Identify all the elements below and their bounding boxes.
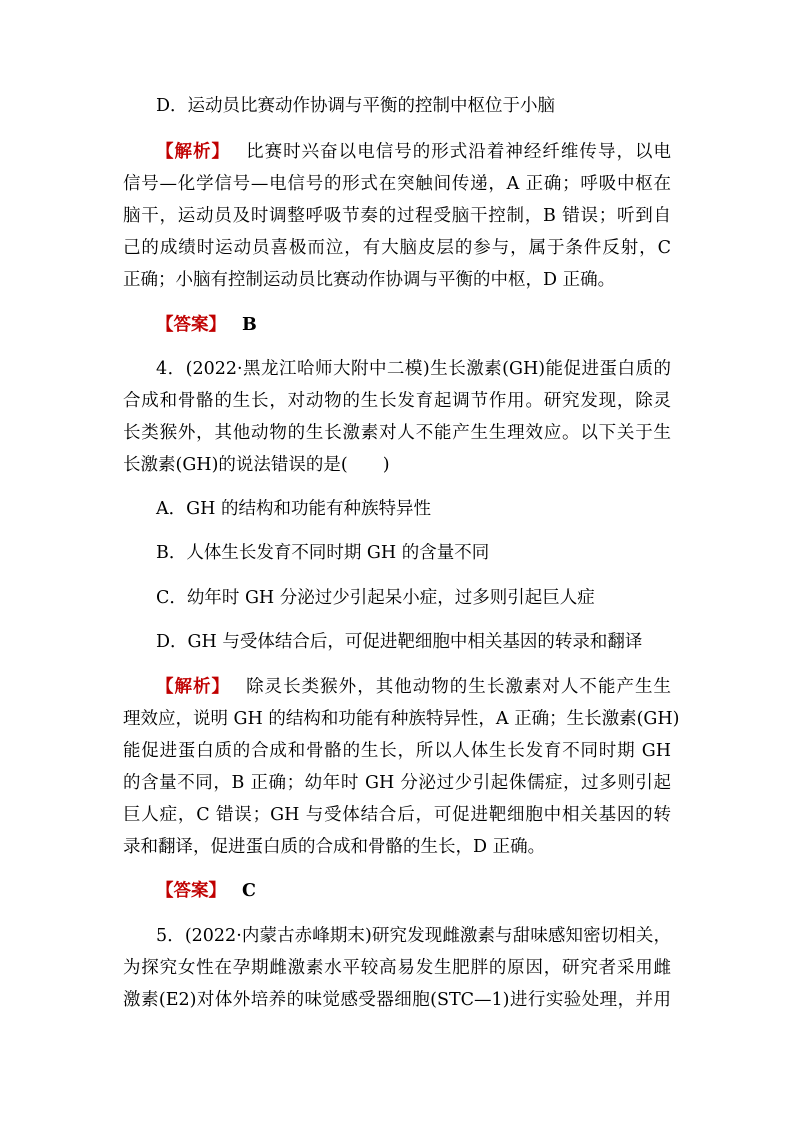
q4-analysis-tag: 【解析】 (156, 677, 231, 697)
q4-analysis-line-5: 巨人症，C 错误；GH 与受体结合后，可促进靶细胞中相关基因的转 (123, 805, 671, 825)
q3-analysis-line-2: 信号—化学信号—电信号的形式在突触间传递，A 正确；呼吸中枢在 (123, 174, 671, 194)
q4-stem-line-4: 长激素(GH)的说法错误的是( ) (123, 455, 390, 475)
q4-analysis-line-1: 【解析】 除灵长类猴外，其他动物的生长激素对人不能产生生 (156, 677, 671, 697)
q3-analysis-tag: 【解析】 (156, 142, 231, 162)
q4-answer-tag: 【答案】 (156, 881, 226, 901)
q4-option-d: D．GH 与受体结合后，可促进靶细胞中相关基因的转录和翻译 (156, 632, 643, 652)
q3-analysis-line-4: 己的成绩时运动员喜极而泣，有大脑皮层的参与，属于条件反射，C (123, 238, 671, 258)
q4-answer-value: C (242, 881, 256, 901)
q4-analysis-line-2: 理效应，说明 GH 的结构和功能有种族特异性，A 正确；生长激素(GH) (123, 709, 680, 729)
q5-stem-line-1: 5．(2022·内蒙古赤峰期末)研究发现雌激素与甜味感知密切相关， (156, 926, 671, 946)
q4-answer (156, 880, 671, 902)
q4-option-b: B．人体生长发育不同时期 GH 的含量不同 (156, 543, 490, 563)
q5-stem-line-3: 激素(E2)对体外培养的味觉感受器细胞(STC—1)进行实验处理，并用 (123, 990, 671, 1010)
q5-stem-line-2: 为探究女性在孕期雌激素水平较高易发生肥胖的原因，研究者采用雌 (123, 958, 671, 978)
q4-analysis-line-3: 能促进蛋白质的合成和骨骼的生长，所以人体生长发育不同时期 GH (123, 741, 671, 761)
q4-option-c: C．幼年时 GH 分泌过少引起呆小症，过多则引起巨人症 (156, 588, 595, 608)
q4-option-a: A．GH 的结构和功能有种族特异性 (156, 499, 431, 519)
q4-analysis-line-4: 的含量不同，B 正确；幼年时 GH 分泌过少引起侏儒症，过多则引起 (123, 773, 671, 793)
q4-stem-line-3: 长类猴外，其他动物的生长激素对人不能产生生理效应。以下关于生 (123, 423, 671, 443)
q3-answer (156, 314, 671, 336)
q3-analysis-line-5: 正确；小脑有控制运动员比赛动作协调与平衡的中枢，D 正确。 (123, 270, 616, 290)
q3-analysis-line-1: 【解析】 比赛时兴奋以电信号的形式沿着神经纤维传导，以电 (156, 142, 671, 162)
q3-answer-value: B (242, 315, 257, 335)
q3-analysis-line-3: 脑干，运动员及时调整呼吸节奏的过程受脑干控制，B 错误；听到自 (123, 206, 671, 226)
q4-stem-line-1: 4．(2022·黑龙江哈师大附中二模)生长激素(GH)能促进蛋白质的 (156, 359, 671, 379)
q3-option-d: D．运动员比赛动作协调与平衡的控制中枢位于小脑 (156, 96, 556, 116)
q3-answer-tag: 【答案】 (156, 315, 226, 335)
q4-analysis-line-6: 录和翻译，促进蛋白质的合成和骨骼的生长，D 正确。 (123, 837, 546, 857)
q4-stem-line-2: 合成和骨骼的生长，对动物的生长发育起调节作用。研究发现，除灵 (123, 391, 671, 411)
